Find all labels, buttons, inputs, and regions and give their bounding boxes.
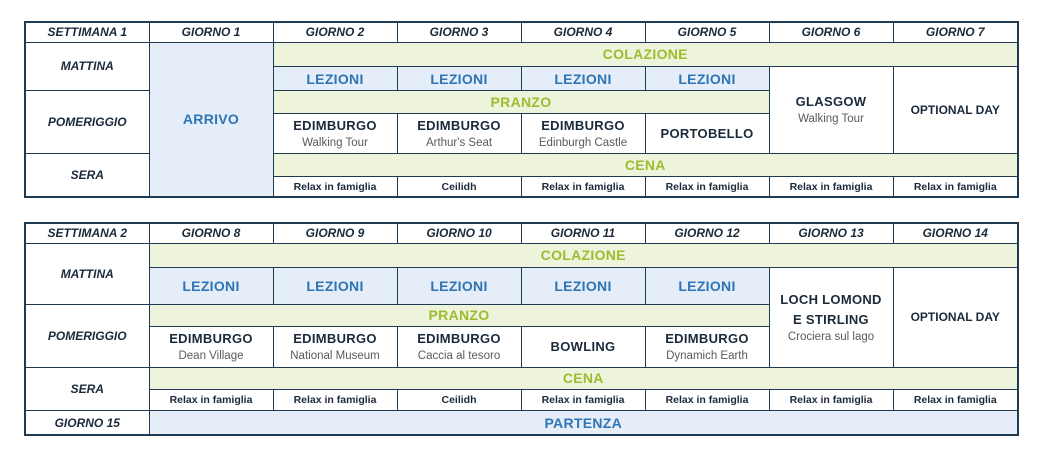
- week1-schedule-table: [24, 21, 1019, 198]
- evening-cell: Relax in famiglia: [769, 177, 893, 197]
- activity-cell: [645, 326, 769, 367]
- excursion-title: GLASGOW: [795, 94, 867, 110]
- row-label-evening: SERA: [25, 367, 149, 411]
- activity-cell: [273, 326, 397, 367]
- activity-title: PORTOBELLO: [660, 125, 754, 141]
- excursion-subtitle: Walking Tour: [798, 113, 864, 126]
- activity-title: EDIMBURGO: [293, 331, 377, 347]
- row-label-morning: MATTINA: [25, 42, 149, 91]
- activity-cell: [273, 113, 397, 153]
- row-label-afternoon: POMERIGGIO: [25, 91, 149, 154]
- activity-subtitle: Dynamich Earth: [666, 350, 748, 363]
- day-header: GIORNO 7: [893, 22, 1018, 42]
- dinner-band: CENA: [273, 153, 1018, 176]
- day-header: GIORNO 2: [273, 22, 397, 42]
- lesson-cell: LEZIONI: [149, 268, 273, 305]
- optional-day-cell: OPTIONAL DAY: [893, 268, 1018, 367]
- lesson-cell: LEZIONI: [521, 66, 645, 90]
- day-header: GIORNO 5: [645, 22, 769, 42]
- lunch-band: PRANZO: [273, 91, 769, 113]
- activity-cell: [521, 113, 645, 153]
- activity-cell: [397, 326, 521, 367]
- evening-cell: Ceilidh: [397, 389, 521, 410]
- evening-cell: Relax in famiglia: [645, 177, 769, 197]
- activity-title: EDIMBURGO: [417, 117, 501, 133]
- day-header: GIORNO 8: [149, 223, 273, 243]
- lesson-cell: LEZIONI: [273, 66, 397, 90]
- day-header: GIORNO 9: [273, 223, 397, 243]
- activity-subtitle: Edinburgh Castle: [538, 136, 628, 149]
- evening-cell: Relax in famiglia: [521, 389, 645, 410]
- excursion-subtitle: Crociera sul lago: [787, 330, 875, 343]
- activity-cell: [521, 326, 645, 367]
- day-header: GIORNO 11: [521, 223, 645, 243]
- activity-cell: [397, 113, 521, 153]
- day6-excursion-cell: [769, 66, 893, 153]
- activity-title: EDIMBURGO: [665, 331, 749, 347]
- arrival-cell: ARRIVO: [149, 42, 273, 197]
- evening-cell: Relax in famiglia: [273, 389, 397, 410]
- row-label-evening: SERA: [25, 153, 149, 197]
- day-header: GIORNO 14: [893, 223, 1018, 243]
- breakfast-band: COLAZIONE: [149, 243, 1018, 267]
- lesson-cell: LEZIONI: [645, 66, 769, 90]
- dinner-band: CENA: [149, 367, 1018, 389]
- week2-label: SETTIMANA 2: [25, 223, 149, 243]
- activity-subtitle: Dean Village: [178, 350, 244, 363]
- day13-excursion-cell: [769, 268, 893, 367]
- evening-cell: Relax in famiglia: [645, 389, 769, 410]
- evening-cell: Relax in famiglia: [893, 177, 1018, 197]
- day-header: GIORNO 10: [397, 223, 521, 243]
- day-header: GIORNO 1: [149, 22, 273, 42]
- activity-title: EDIMBURGO: [417, 331, 501, 347]
- day-header: GIORNO 6: [769, 22, 893, 42]
- lesson-cell: LEZIONI: [397, 66, 521, 90]
- activity-title: BOWLING: [550, 339, 616, 355]
- activity-title: EDIMBURGO: [541, 117, 625, 133]
- optional-day-cell: OPTIONAL DAY: [893, 66, 1018, 153]
- activity-cell: [645, 113, 769, 153]
- breakfast-band: COLAZIONE: [273, 42, 1018, 66]
- evening-cell: Relax in famiglia: [273, 177, 397, 197]
- day-header: GIORNO 13: [769, 223, 893, 243]
- lesson-cell: LEZIONI: [521, 268, 645, 305]
- evening-cell: Relax in famiglia: [149, 389, 273, 410]
- evening-cell: Relax in famiglia: [769, 389, 893, 410]
- lunch-band: PRANZO: [149, 304, 769, 326]
- day-header: GIORNO 4: [521, 22, 645, 42]
- activity-subtitle: Walking Tour: [302, 136, 368, 149]
- day-header: GIORNO 3: [397, 22, 521, 42]
- evening-cell: Relax in famiglia: [521, 177, 645, 197]
- week1-label: SETTIMANA 1: [25, 22, 149, 42]
- activity-subtitle: Arthur's Seat: [425, 136, 493, 149]
- evening-cell: Relax in famiglia: [893, 389, 1018, 410]
- row-label-afternoon: POMERIGGIO: [25, 304, 149, 367]
- lesson-cell: LEZIONI: [645, 268, 769, 305]
- excursion-title-line1: LOCH LOMOND: [780, 291, 882, 307]
- activity-title: EDIMBURGO: [293, 117, 377, 133]
- activity-subtitle: National Museum: [290, 350, 380, 363]
- departure-band: PARTENZA: [149, 411, 1018, 435]
- row-label-morning: MATTINA: [25, 243, 149, 304]
- lesson-cell: LEZIONI: [397, 268, 521, 305]
- row-label-day15: GIORNO 15: [25, 411, 149, 435]
- lesson-cell: LEZIONI: [273, 268, 397, 305]
- activity-subtitle: Caccia al tesoro: [417, 350, 501, 363]
- activity-title: EDIMBURGO: [169, 331, 253, 347]
- excursion-title-line2: E STIRLING: [793, 311, 869, 327]
- day-header: GIORNO 12: [645, 223, 769, 243]
- week2-schedule-table: [24, 222, 1019, 436]
- activity-cell: [149, 326, 273, 367]
- evening-cell: Ceilidh: [397, 177, 521, 197]
